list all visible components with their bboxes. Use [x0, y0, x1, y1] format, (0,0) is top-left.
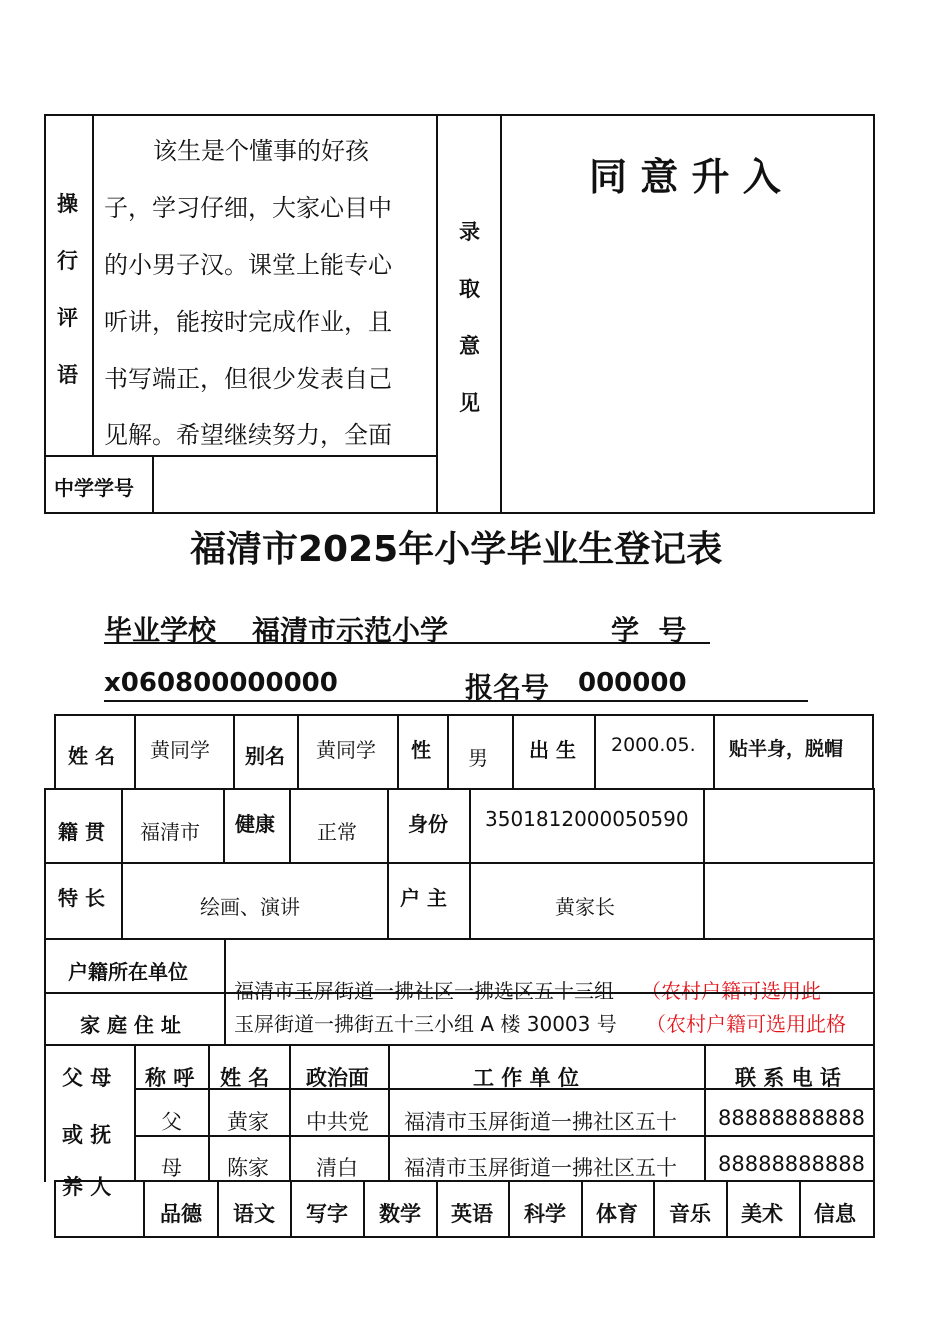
parent-phone[interactable]: 88888888888	[718, 1152, 865, 1176]
parents-header-relation: 称 呼	[145, 1066, 195, 1090]
id-label: 身份	[408, 812, 448, 836]
householder-value[interactable]: 黄家长	[555, 895, 615, 919]
gender-label: 性	[411, 738, 431, 762]
talent-value[interactable]: 绘画、演讲	[200, 895, 300, 919]
hukou-unit-field[interactable]	[234, 970, 870, 1003]
parents-group-label: 父 母 或 抚 养 人	[62, 1066, 112, 1199]
address-label: 家 庭 住 址	[80, 1013, 181, 1037]
student-no-value: x060800000000	[104, 668, 338, 698]
id-value[interactable]: 3501812000050590	[485, 807, 689, 831]
school-value: 福清市示范小学	[252, 614, 449, 647]
parent-relation[interactable]: 父	[161, 1110, 182, 1134]
photo-label: 贴半身，脱帽	[729, 738, 844, 760]
parent-political[interactable]: 中共党	[306, 1110, 369, 1134]
parent-political[interactable]: 清白	[316, 1156, 358, 1180]
subject-header: 品德	[160, 1202, 202, 1226]
parent-employer[interactable]: 福清市玉屏街道一拂社区五十	[404, 1110, 677, 1134]
health-value[interactable]: 正常	[317, 820, 357, 844]
parent-employer[interactable]: 福清市玉屏街道一拂社区五十	[404, 1156, 677, 1180]
householder-label: 户 主	[400, 886, 447, 910]
subject-header: 音乐	[669, 1202, 711, 1226]
subject-header: 语文	[233, 1202, 275, 1226]
subject-header: 美术	[741, 1202, 783, 1226]
subject-header: 数学	[379, 1202, 421, 1226]
hukou-unit-label: 户籍所在单位	[68, 960, 188, 984]
birth-value[interactable]: 2000.05.	[611, 734, 696, 756]
parents-header-phone: 联 系 电 话	[735, 1066, 841, 1090]
alias-label: 别名	[245, 744, 285, 768]
parent-name[interactable]: 陈家	[227, 1156, 269, 1180]
address-note: （农村户籍可选用此格	[646, 1012, 846, 1036]
subject-header: 科学	[524, 1202, 566, 1226]
address-value: 玉屏街道一拂街五十三小组 A 楼 30003 号	[234, 1012, 617, 1036]
form-title: 福清市2025年小学毕业生登记表	[190, 529, 723, 570]
parents-header-political: 政治面	[306, 1066, 369, 1090]
subject-header: 写字	[306, 1202, 348, 1226]
subject-header: 英语	[451, 1202, 493, 1226]
middle-school-id-field[interactable]	[154, 457, 436, 513]
student-no-label: 学 号	[611, 614, 687, 647]
gender-value[interactable]: 男	[468, 746, 488, 770]
address-field[interactable]	[234, 1006, 870, 1036]
middle-school-id-label: 中学学号	[54, 476, 134, 500]
native-value[interactable]: 福清市	[140, 820, 200, 844]
school-label: 毕业学校	[104, 614, 217, 647]
hukou-unit-note: （农村户籍可选用此	[641, 979, 821, 1003]
admission-opinion-text: 同 意 升 入	[589, 155, 781, 199]
hukou-unit-value: 福清市玉屏街道一拂社区一拂选区五十三组	[234, 979, 614, 1003]
subject-header: 体育	[596, 1202, 638, 1226]
alias-value[interactable]: 黄同学	[316, 738, 376, 762]
name-label: 姓 名	[68, 744, 115, 768]
parent-relation[interactable]: 母	[161, 1156, 182, 1180]
name-value[interactable]: 黄同学	[150, 738, 210, 762]
native-label: 籍 贯	[58, 820, 105, 844]
parent-phone[interactable]: 88888888888	[718, 1106, 865, 1130]
health-label: 健康	[235, 812, 275, 836]
talent-label: 特 长	[58, 886, 105, 910]
info-rows-native-talent	[44, 788, 875, 940]
subject-header: 信息	[814, 1202, 856, 1226]
parents-header-name: 姓 名	[220, 1066, 270, 1090]
reg-no-label: 报名号	[465, 671, 550, 704]
parents-header-employer: 工 作 单 位	[473, 1066, 579, 1090]
reg-no-value: 000000	[578, 668, 687, 698]
parent-name[interactable]: 黄家	[227, 1110, 269, 1134]
birth-label: 出 生	[529, 738, 576, 762]
